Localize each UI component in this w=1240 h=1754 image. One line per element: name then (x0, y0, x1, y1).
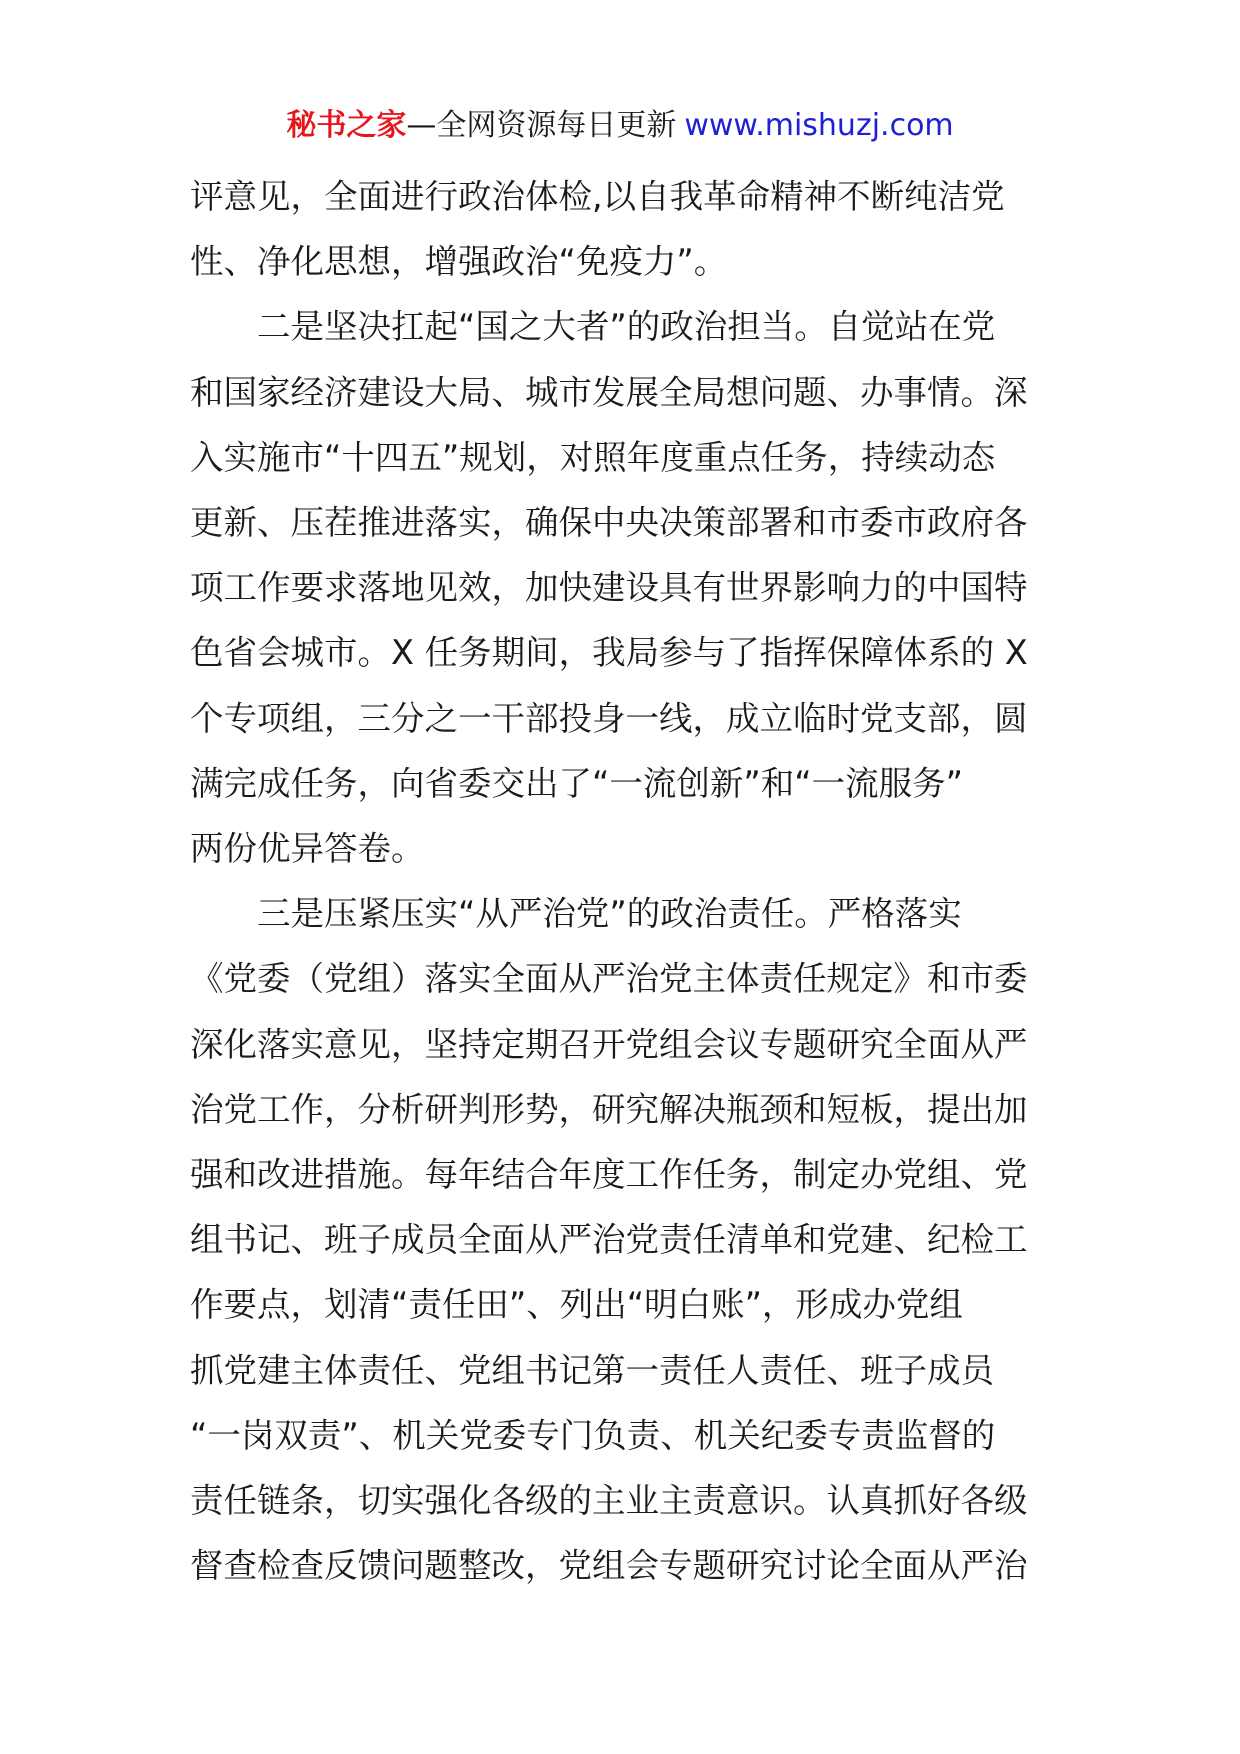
text-line: 三是压紧压实“从严治党”的政治责任。严格落实 (257, 894, 962, 934)
text-line: 性、净化思想，增强政治“免疫力”。 (190, 242, 728, 282)
text-line: 抓党建主体责任、党组书记第一责任人责任、班子成员 (190, 1350, 994, 1390)
text-line: 个专项组，三分之一干部投身一线，成立临时党支部，圆 (190, 698, 1028, 738)
paragraph-continuation (190, 164, 1060, 294)
text-line: 组书记、班子成员全面从严治党责任清单和党建、纪检工 (190, 1220, 1028, 1260)
text-line: 色省会城市。X 任务期间，我局参与了指挥保障体系的 X (190, 633, 1028, 673)
text-line: 两份优异答卷。 (190, 829, 425, 869)
text-line: 满完成任务，向省委交出了“一流创新”和“一流服务” (190, 763, 963, 803)
text-line: 督查检查反馈问题整改，党组会专题研究讨论全面从严治 (190, 1546, 1028, 1586)
text-line: 更新、压茬推进落实，确保中央决策部署和市委市政府各 (190, 503, 1028, 543)
paragraph-party-governance (190, 881, 1060, 1598)
text-line: 入实施市“十四五”规划，对照年度重点任务，持续动态 (190, 437, 996, 477)
text-line: 二是坚决扛起“国之大者”的政治担当。自觉站在党 (257, 307, 996, 347)
paragraph-political-responsibility (190, 294, 1060, 881)
text-line: 强和改进措施。每年结合年度工作任务，制定办党组、党 (190, 1155, 1028, 1195)
site-brand: 秘书之家 (286, 108, 407, 143)
text-line: 《党委（党组）落实全面从严治党主体责任规定》和市委 (190, 959, 1028, 999)
text-line: “一岗双责”、机关党委专门负责、机关纪委专责监督的 (190, 1415, 996, 1455)
site-url-link[interactable]: www.mishuzj.com (684, 108, 954, 143)
document-body (190, 164, 1060, 1598)
text-line: 和国家经济建设大局、城市发展全局想问题、办事情。深 (190, 372, 1028, 412)
site-tagline: —全网资源每日更新 (406, 108, 677, 143)
text-line: 责任链条，切实强化各级的主业主责意识。认真抓好各级 (190, 1481, 1028, 1521)
text-line: 深化落实意见，坚持定期召开党组会议专题研究全面从严 (190, 1024, 1028, 1064)
text-line: 作要点，划清“责任田”、列出“明白账”，形成办党组 (190, 1285, 963, 1325)
text-line: 项工作要求落地见效，加快建设具有世界影响力的中国特 (190, 568, 1028, 608)
text-line: 治党工作，分析研判形势，研究解决瓶颈和短板，提出加 (190, 1089, 1028, 1129)
page-header (0, 104, 1240, 148)
text-line: 评意见，全面进行政治体检,以自我革命精神不断纯洁党 (190, 177, 1005, 216)
